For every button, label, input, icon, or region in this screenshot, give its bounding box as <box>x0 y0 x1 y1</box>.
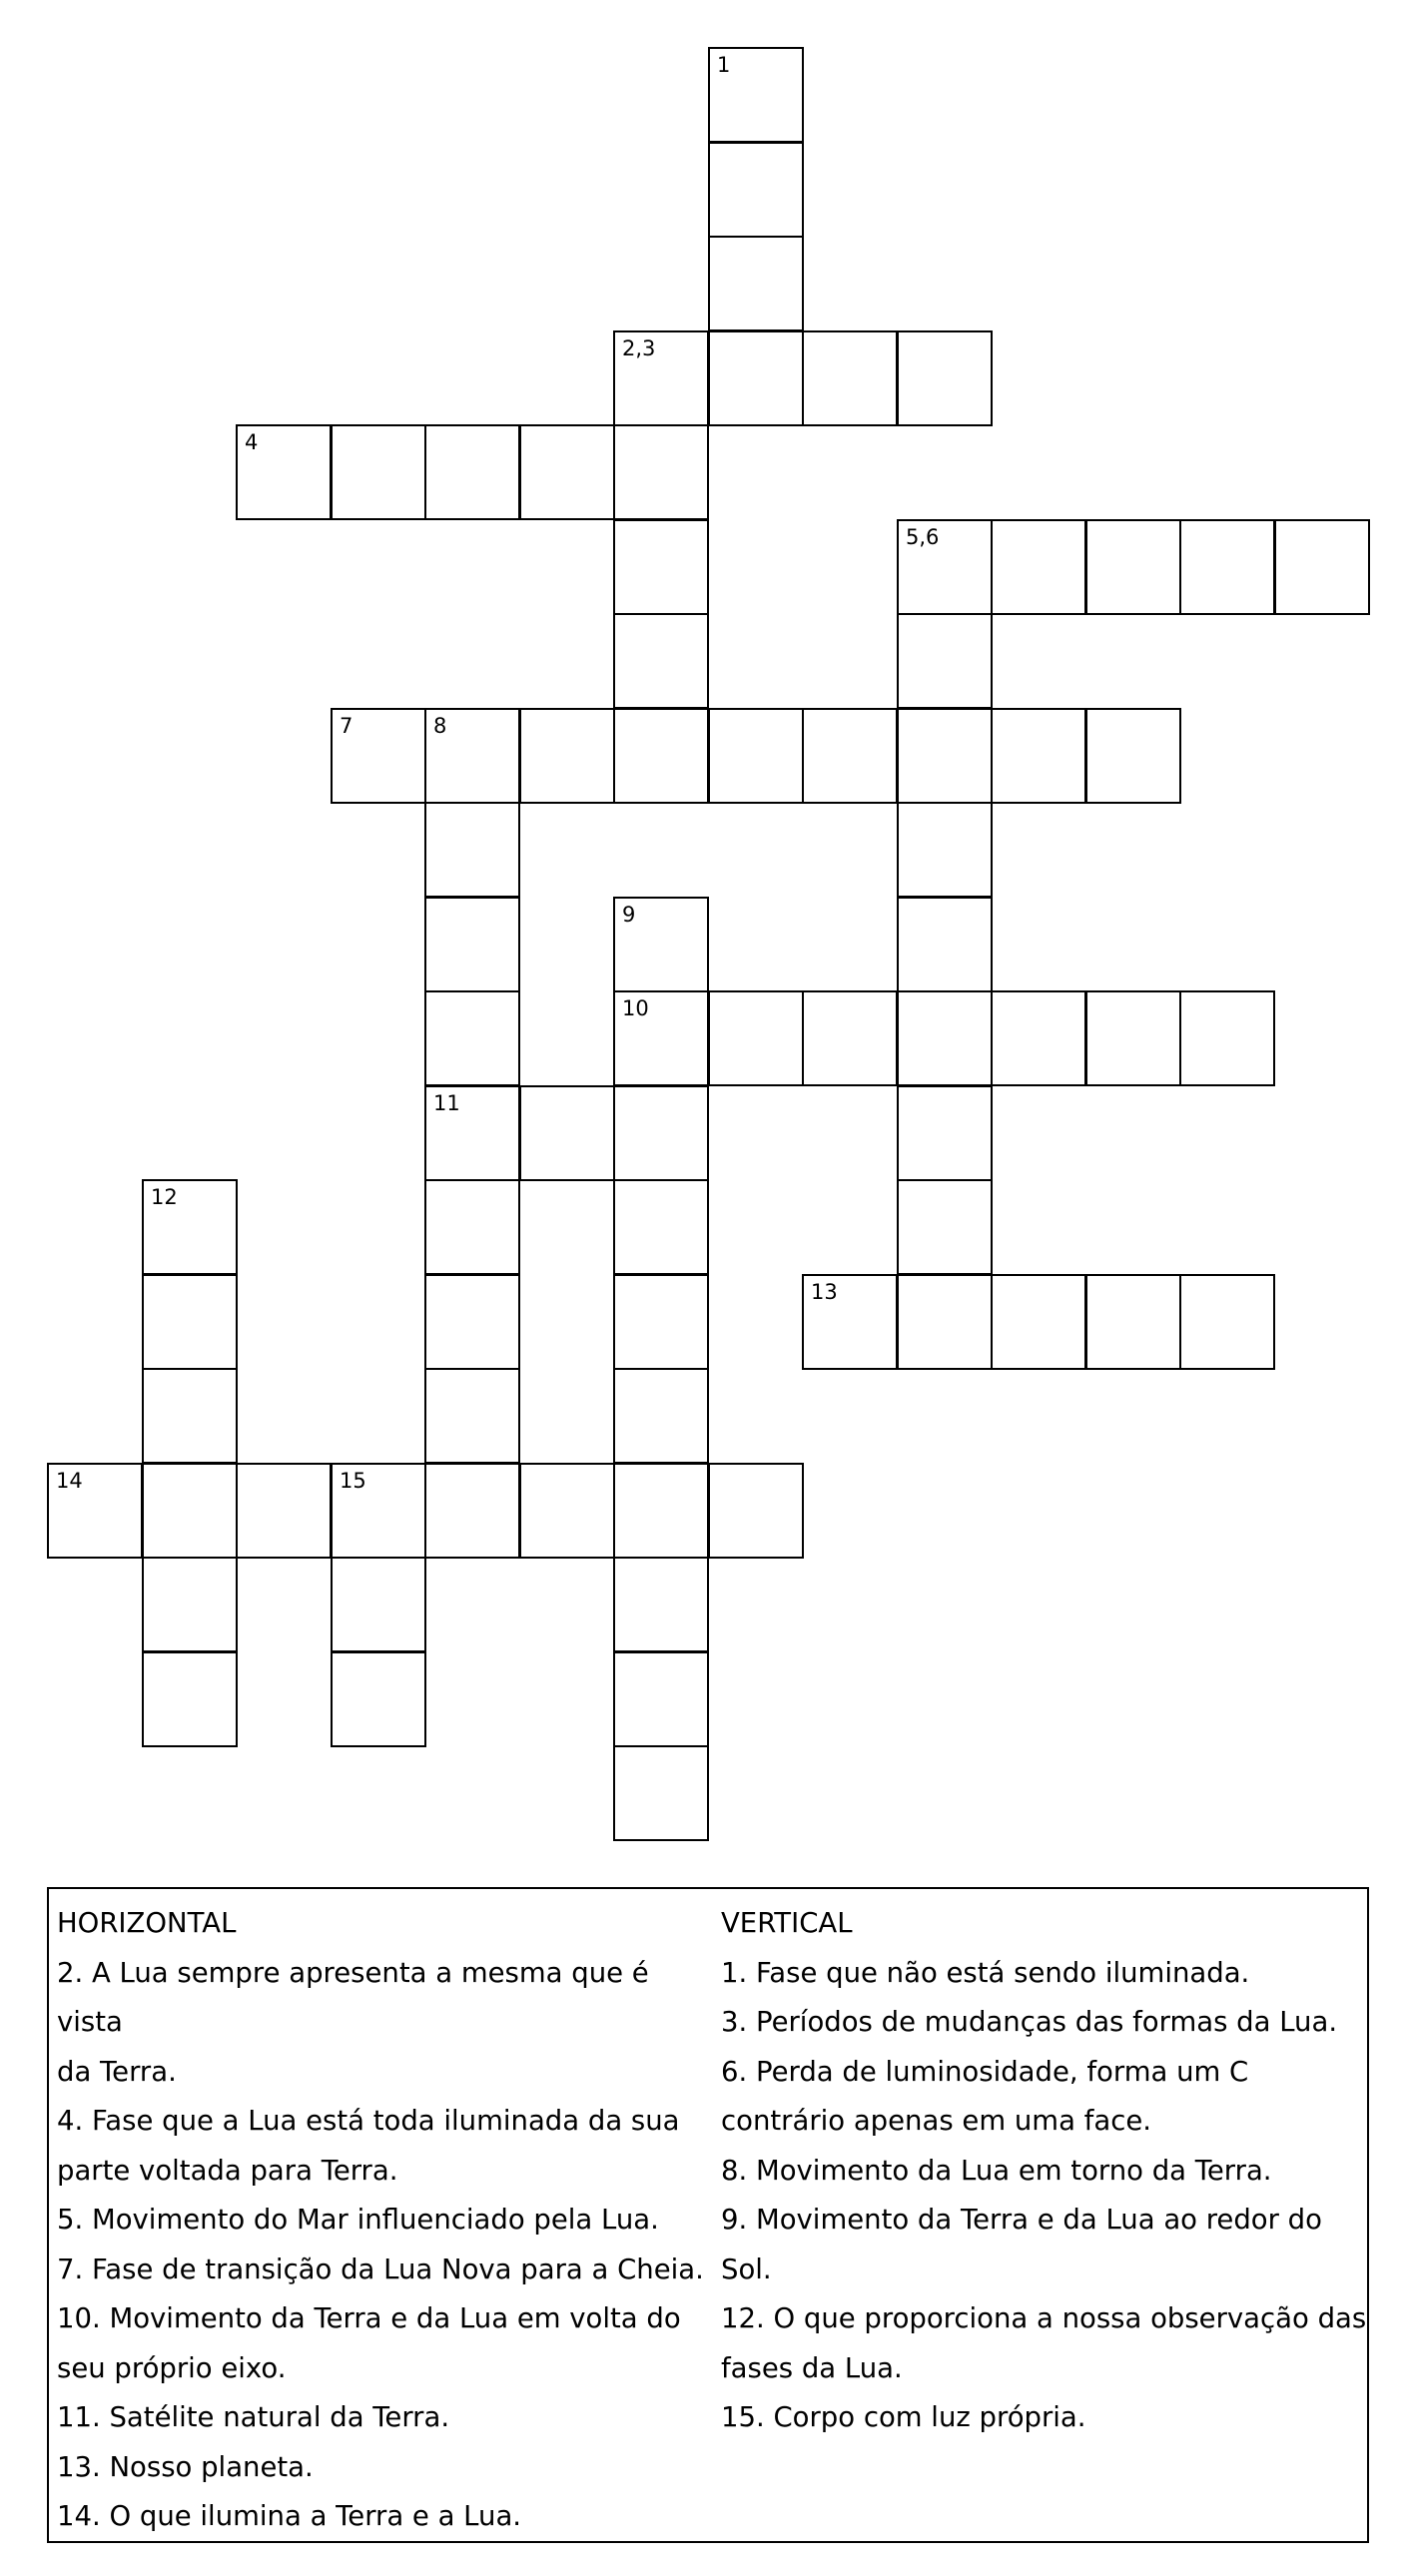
crossword-cell[interactable] <box>1085 708 1181 804</box>
clue-number: 2,3 <box>622 336 656 360</box>
clue-number: 7 <box>340 714 353 738</box>
crossword-cell[interactable] <box>1085 519 1181 615</box>
crossword-cell[interactable] <box>142 1274 238 1370</box>
horizontal-heading: HORIZONTAL <box>57 1907 237 1939</box>
clue-number: 10 <box>622 996 649 1020</box>
numbered-cell[interactable] <box>613 990 709 1086</box>
crossword-cell[interactable] <box>708 990 804 1086</box>
clue-line: 13. Nosso planeta. <box>57 2450 314 2483</box>
numbered-cell[interactable] <box>331 1463 426 1559</box>
clue-line: fases da Lua. <box>721 2351 903 2384</box>
crossword-cell[interactable] <box>613 1274 709 1370</box>
numbered-cell[interactable] <box>802 1274 898 1370</box>
clue-line: Sol. <box>721 2253 772 2285</box>
crossword-cell[interactable] <box>1085 990 1181 1086</box>
crossword-cell[interactable] <box>1179 519 1275 615</box>
clue-box <box>47 1887 1369 2543</box>
clue-line: 2. A Lua sempre apresenta a mesma que é vista <box>57 1956 649 2038</box>
crossword-cell[interactable] <box>331 1557 426 1652</box>
crossword-cell[interactable] <box>897 897 993 992</box>
crossword-cell[interactable] <box>1179 1274 1275 1370</box>
clue-number: 8 <box>433 714 447 738</box>
crossword-cell[interactable] <box>613 1085 709 1181</box>
clue-line: 3. Períodos de mudanças das formas da Lua. <box>721 2006 1338 2038</box>
vertical-clues <box>721 1899 1368 2443</box>
clue-line: parte voltada para Terra. <box>57 2154 398 2187</box>
numbered-cell[interactable] <box>897 519 993 615</box>
crossword-cell[interactable] <box>613 1557 709 1652</box>
clue-line: 7. Fase de transição da Lua Nova para a Cheia. <box>57 2253 704 2285</box>
crossword-cell[interactable] <box>613 424 709 520</box>
clue-line: 11. Satélite natural da Terra. <box>57 2401 450 2433</box>
crossword-cell[interactable] <box>613 1368 709 1464</box>
numbered-cell[interactable] <box>142 1179 238 1275</box>
crossword-cell[interactable] <box>613 1651 709 1747</box>
crossword-cell[interactable] <box>897 708 993 804</box>
clue-number: 9 <box>622 903 636 927</box>
crossword-cell[interactable] <box>331 424 426 520</box>
crossword-cell[interactable] <box>802 990 898 1086</box>
crossword-cell[interactable] <box>1179 990 1275 1086</box>
crossword-cell[interactable] <box>236 1463 332 1559</box>
clue-line: 12. O que proporciona a nossa observação das <box>721 2302 1367 2334</box>
crossword-cell[interactable] <box>424 897 520 992</box>
numbered-cell[interactable] <box>708 47 804 143</box>
crossword-cell[interactable] <box>991 1274 1086 1370</box>
clue-line: 5. Movimento do Mar influenciado pela Lua. <box>57 2204 659 2236</box>
crossword-cell[interactable] <box>142 1557 238 1652</box>
crossword-cell[interactable] <box>424 1274 520 1370</box>
crossword-cell[interactable] <box>613 708 709 804</box>
numbered-cell[interactable] <box>331 708 426 804</box>
crossword-cell[interactable] <box>897 330 993 426</box>
numbered-cell[interactable] <box>424 708 520 804</box>
crossword-cell[interactable] <box>424 1463 520 1559</box>
crossword-cell[interactable] <box>424 424 520 520</box>
crossword-cell[interactable] <box>897 1179 993 1275</box>
crossword-cell[interactable] <box>802 330 898 426</box>
crossword-cell[interactable] <box>613 1179 709 1275</box>
clue-number: 12 <box>151 1185 178 1209</box>
crossword-cell[interactable] <box>708 236 804 331</box>
crossword-cell[interactable] <box>897 990 993 1086</box>
crossword-cell[interactable] <box>424 1368 520 1464</box>
crossword-cell[interactable] <box>991 990 1086 1086</box>
crossword-cell[interactable] <box>897 1085 993 1181</box>
clue-line: da Terra. <box>57 2055 177 2088</box>
crossword-cell[interactable] <box>519 424 615 520</box>
clue-number: 5,6 <box>906 525 940 549</box>
clue-line: 9. Movimento da Terra e da Lua ao redor do <box>721 2204 1322 2236</box>
clue-number: 4 <box>245 430 259 454</box>
clue-number: 11 <box>433 1091 460 1115</box>
crossword-cell[interactable] <box>1085 1274 1181 1370</box>
numbered-cell[interactable] <box>47 1463 143 1559</box>
clue-number: 1 <box>717 53 731 77</box>
vertical-heading: VERTICAL <box>721 1907 853 1939</box>
numbered-cell[interactable] <box>236 424 332 520</box>
crossword-cell[interactable] <box>424 1179 520 1275</box>
crossword-cell[interactable] <box>331 1651 426 1747</box>
clue-line: 14. O que ilumina a Terra e a Lua. <box>57 2500 522 2532</box>
crossword-cell[interactable] <box>991 708 1086 804</box>
numbered-cell[interactable] <box>613 330 709 426</box>
crossword-cell[interactable] <box>613 1463 709 1559</box>
clue-line: 6. Perda de luminosidade, forma um C <box>721 2055 1249 2088</box>
crossword-cell[interactable] <box>613 519 709 615</box>
clue-line: 4. Fase que a Lua está toda iluminada da sua <box>57 2105 680 2137</box>
crossword-cell[interactable] <box>613 613 709 709</box>
crossword-cell[interactable] <box>991 519 1086 615</box>
clue-line: seu próprio eixo. <box>57 2351 287 2384</box>
crossword-cell[interactable] <box>708 330 804 426</box>
crossword-cell[interactable] <box>519 708 615 804</box>
clue-number: 13 <box>811 1280 838 1304</box>
crossword-cell[interactable] <box>142 1368 238 1464</box>
crossword-cell[interactable] <box>708 1463 804 1559</box>
crossword-cell[interactable] <box>708 708 804 804</box>
clue-number: 14 <box>56 1469 83 1493</box>
crossword-cell[interactable] <box>1274 519 1370 615</box>
clue-line: contrário apenas em uma face. <box>721 2105 1151 2137</box>
horizontal-clues <box>57 1899 711 2542</box>
clue-number: 15 <box>340 1469 366 1493</box>
crossword-cell[interactable] <box>424 990 520 1086</box>
crossword-cell[interactable] <box>519 1463 615 1559</box>
crossword-cell[interactable] <box>897 1274 993 1370</box>
clue-line: 15. Corpo com luz própria. <box>721 2401 1086 2433</box>
crossword-cell[interactable] <box>613 1745 709 1841</box>
crossword-cell[interactable] <box>142 1463 238 1559</box>
crossword-cell[interactable] <box>424 802 520 898</box>
clue-line: 8. Movimento da Lua em torno da Terra. <box>721 2154 1272 2187</box>
crossword-cell[interactable] <box>142 1651 238 1747</box>
crossword-cell[interactable] <box>519 1085 615 1181</box>
crossword-cell[interactable] <box>897 613 993 709</box>
numbered-cell[interactable] <box>613 897 709 992</box>
crossword-cell[interactable] <box>897 802 993 898</box>
crossword-cell[interactable] <box>708 142 804 238</box>
numbered-cell[interactable] <box>424 1085 520 1181</box>
clue-line: 1. Fase que não está sendo iluminada. <box>721 1956 1250 1989</box>
crossword-cell[interactable] <box>802 708 898 804</box>
clue-line: 10. Movimento da Terra e da Lua em volta do <box>57 2302 681 2334</box>
